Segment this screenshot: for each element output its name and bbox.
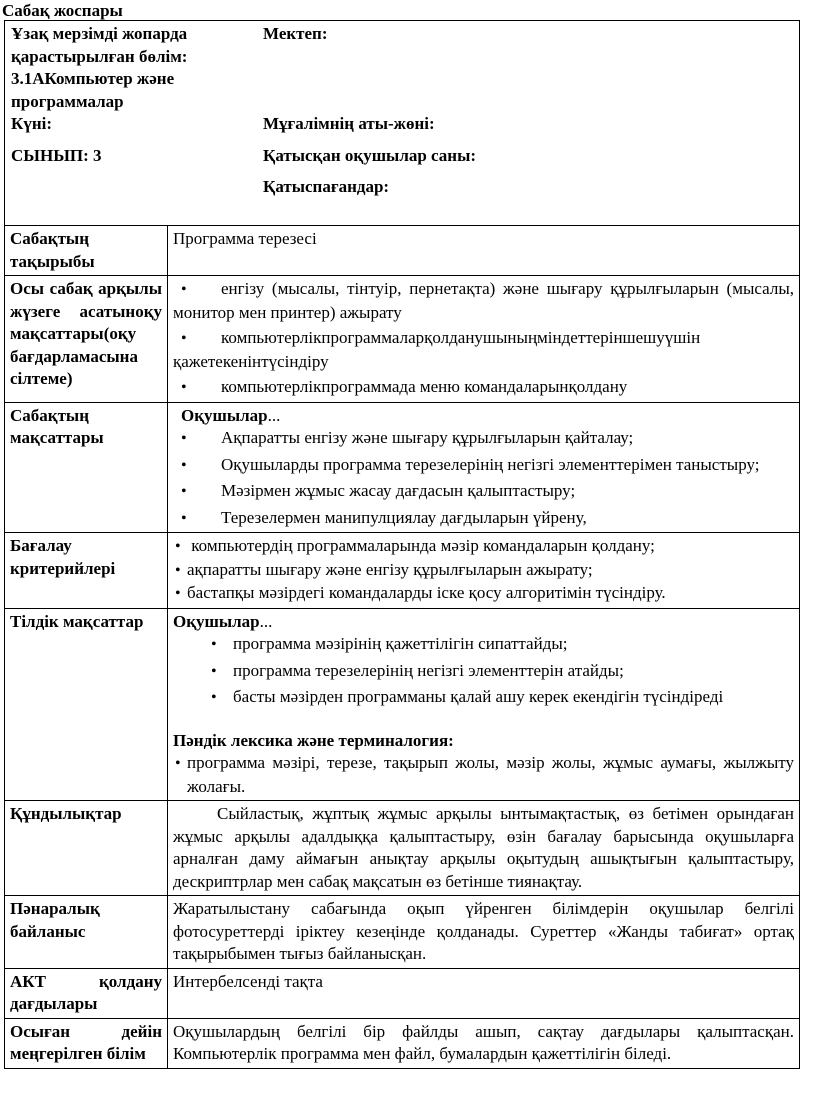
cross-label: Пәнаралық байланыс: [5, 896, 168, 969]
vocab-list: [173, 752, 794, 798]
topic-value: Программа терезесі: [168, 226, 800, 276]
list-item: •Терезелермен манипулциялау дағдыларын үйрену,: [173, 507, 794, 531]
class-label: СЫНЫП: 3: [11, 145, 102, 165]
list-item: •енгізу (мысалы, тінтуір, пернетақта) және шығару құрылғыларын (мысалы, монитор мен принтер) ажырату: [173, 278, 794, 324]
list-item: •басты мәзірден программаны қалай ашу керек екендігін түсіндіреді: [203, 686, 794, 710]
prior-label: Осыған дейін меңгерілген білім: [5, 1018, 168, 1068]
criteria-label: Бағалау критерийлері: [5, 533, 168, 609]
objectives-row: [5, 276, 800, 403]
cross-text: Жаратылыстану сабағында оқып үйренген білімдерін оқушылар белгілі фотосуреттерді іріктеу кезеңінде қолданады. Суреттер «Жанды табиғат» ортақ тақырыбымен тығыз байланысқан.: [168, 896, 800, 969]
long-term-section: [11, 23, 263, 113]
language-list: [203, 633, 794, 710]
page-title: Сабақ жоспары: [2, 1, 123, 20]
list-item: •программа терезелерінің негізгі элементтерін атайды;: [203, 660, 794, 684]
list-item: • компьютердің программаларында мәзір командаларын қолдану;: [173, 535, 794, 559]
topic-row: [5, 226, 800, 276]
school-label: Мектеп:: [263, 24, 328, 43]
long-term-label: Ұзақ мерзімді жопарда қарастырылған бөлім:: [11, 24, 188, 66]
objectives-list: [173, 278, 794, 400]
lesson-goals-row: [5, 402, 800, 533]
lesson-plan-table: [4, 20, 800, 1069]
lesson-goals-label: Сабақтың мақсаттары: [5, 402, 168, 533]
list-item: •программа мәзірінің қажеттілігін сипаттайды;: [203, 633, 794, 657]
list-item: •Ақпаратты енгізу және шығару құрылғыларын қайталау;: [173, 427, 794, 451]
prior-row: [5, 1018, 800, 1068]
vocab-title: Пәндік лексика және терминалогия:: [173, 730, 454, 750]
lesson-goals-cell: Оқушылар... •Ақпаратты енгізу және шығару құрылғыларын қайталау; •Оқушыларды программа терезелерінің негізгі элементтерімен таныстыру; •Мәзірмен жұмыс жасау дағдасын қалыптастыру; •Терезелермен манипулциялау дағдыларын үйрену,: [168, 402, 800, 533]
objectives-label: Осы сабақ арқылы жүзеге асатыноқу мақсаттары(оқу бағдарламасына сілтеме): [5, 276, 168, 403]
lesson-goals-lead: Оқушылар: [181, 405, 268, 425]
values-label: Құндылықтар: [5, 801, 168, 896]
header-row: [5, 21, 800, 226]
values-text: Сыйластық, жұптық жұмыс арқылы ынтымақтастық, өз бетімен орындаған жұмыс арқылы адалдыққа қалыптастыру, өзін бағалау барысында оқушыларға арналған даму аймағын анықтау арқылы оқытудың ашықтығын қалыптастыру, дескриптрлар мен сабақ мақсатын өз бетінше тиянақтау.: [168, 801, 800, 896]
date-label: Күні:: [11, 114, 53, 133]
cross-row: [5, 896, 800, 969]
list-item: •ақпаратты шығару және енгізу құрылғыларын ажырату;: [173, 559, 794, 583]
language-label: Тілдік мақсаттар: [5, 608, 168, 801]
teacher-label: Мұғалімнің аты-жөні:: [263, 114, 435, 133]
list-item: •программа мәзірі, терезе, тақырып жолы, мәзір жолы, жұмыс аумағы, жылжыту жолағы.: [173, 752, 794, 798]
lesson-goals-list: [173, 427, 794, 530]
present-label: Қатысқан оқушылар саны:: [263, 145, 477, 165]
criteria-cell: [168, 533, 800, 609]
list-item: •Оқушыларды программа терезелерінің негізгі элементтерімен таныстыру;: [173, 454, 794, 478]
objectives-cell: [168, 276, 800, 403]
list-item: •бастапқы мәзірдегі командаларды іске қосу алгоритімін түсіндіру.: [173, 582, 794, 606]
topic-label: Сабақтың тақырыбы: [5, 226, 168, 276]
list-item: •компьютерлікпрограммаларқолданушыныңміндеттеріншешуүшін қажетекенінтүсіндіру: [173, 327, 794, 373]
long-term-value: 3.1АКомпьютер және программалар: [11, 69, 175, 111]
ict-text: Интербелсенді тақта: [168, 968, 800, 1018]
language-row: [5, 608, 800, 801]
ict-label: АКТ қолдану дағдылары: [5, 968, 168, 1018]
values-row: [5, 801, 800, 896]
language-lead: Оқушылар: [173, 611, 260, 631]
header-cell: [5, 21, 800, 226]
list-item: •компьютерлікпрограммада меню командаларынқолдану: [173, 376, 794, 400]
prior-text: Оқушылардың белгілі бір файлды ашып, сақтау дағдылары қалыптасқан. Компьютерлік программа мен файл, бумалардын қажеттілігін біледі.: [168, 1018, 800, 1068]
list-item: •Мәзірмен жұмыс жасау дағдасын қалыптастыру;: [173, 480, 794, 504]
ict-row: [5, 968, 800, 1018]
criteria-row: [5, 533, 800, 609]
language-cell: Оқушылар... •программа мәзірінің қажеттілігін сипаттайды; •программа терезелерінің негізгі элементтерін атайды; •басты мәзірден программаны қалай ашу керек екендігін түсіндіреді Пәндік лексика және терминалогия: •программа мәзірі, терезе, тақырып жолы, мәзір жолы, жұмыс аумағы, жылжыту жолағы.: [168, 608, 800, 801]
absent-label: Қатыспағандар:: [263, 177, 390, 196]
criteria-list: [173, 535, 794, 606]
